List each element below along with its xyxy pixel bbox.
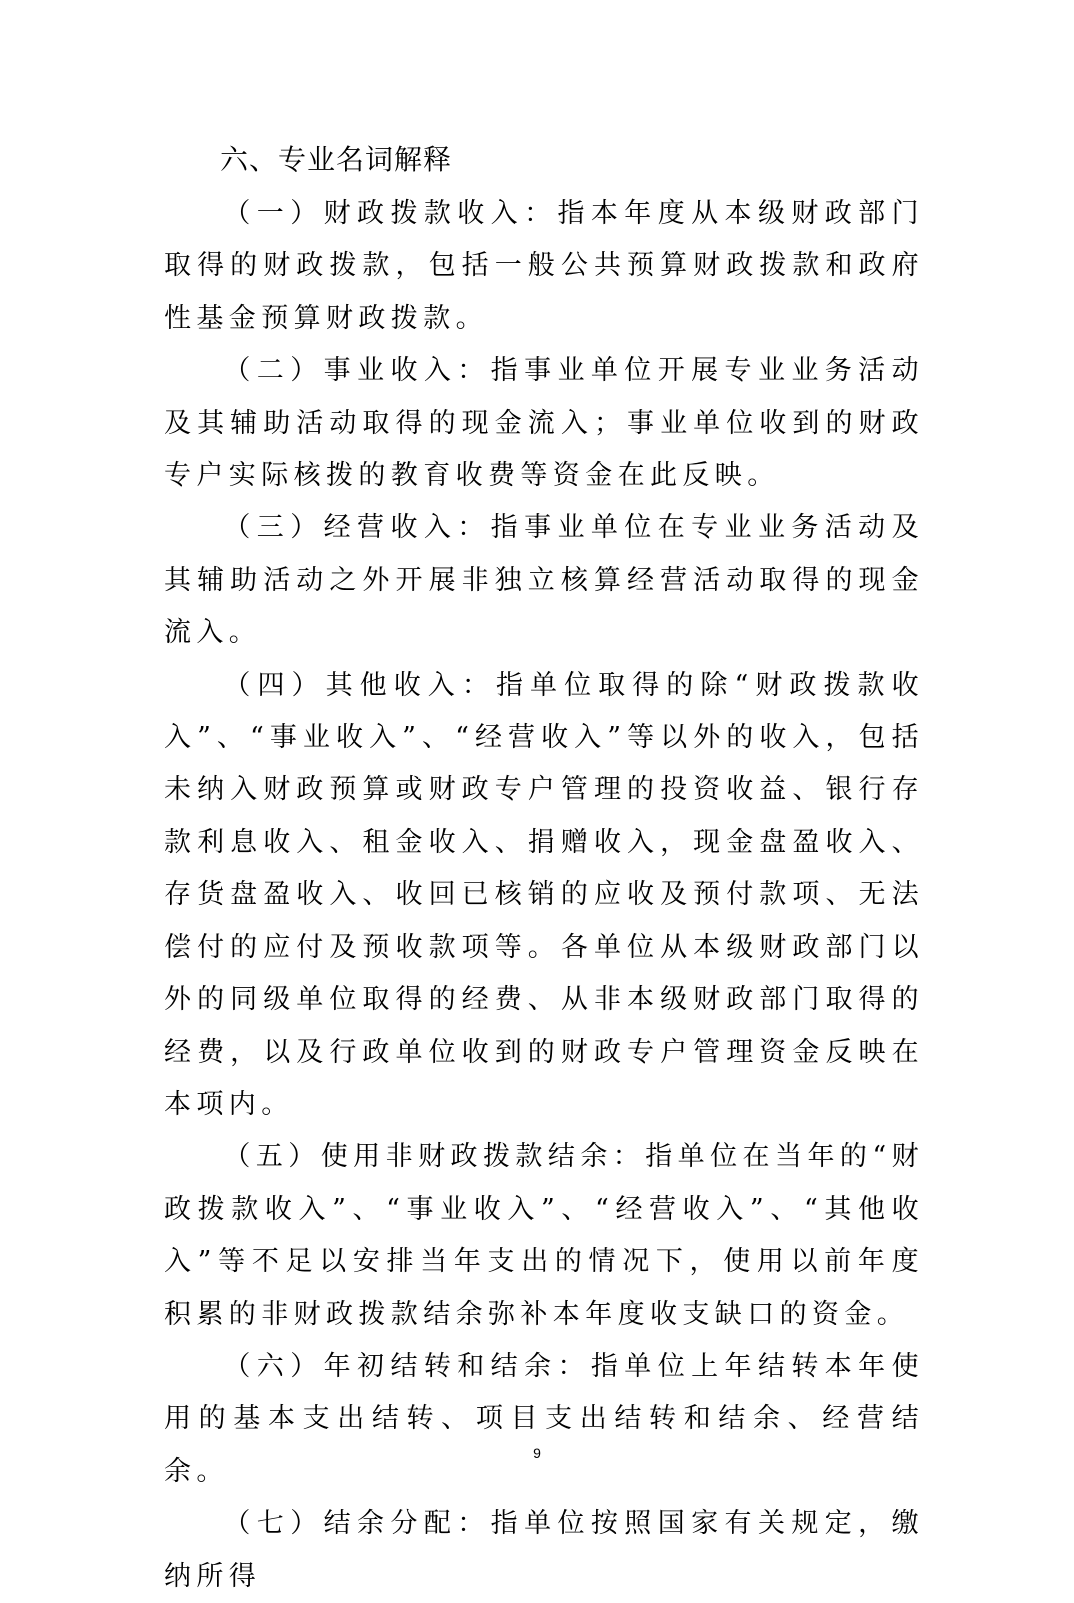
paragraph-operating-income: （三）经营收入：指事业单位在专业业务活动及其辅助活动之外开展非独立核算经营活动取得的现金流入。 <box>164 512 924 649</box>
paragraph-non-fiscal-surplus-use: （五）使用非财政拨款结余：指单位在当年的“财政拨款收入”、“事业收入”、“经营收入”、“其他收入”等不足以安排当年支出的情况下，使用以前年度积累的非财政拨款结余弥补本年度收支缺口的资金。 <box>164 1141 924 1330</box>
section-heading: 六、专业名词解释 <box>220 143 453 176</box>
paragraph-other-income: （四）其他收入：指单位取得的除“财政拨款收入”、“事业收入”、“经营收入”等以外的收入，包括未纳入财政预算或财政专户管理的投资收益、银行存款利息收入、租金收入、捐赠收入，现金盘盈收入、存货盘盈收入、收回已核销的应收及预付款项、无法偿付的应付及预收款项等。各单位从本级财政部门以外的同级单位取得的经费、从非本级财政部门取得的经费，以及行政单位收到的财政专户管理资金反映在本项内。 <box>164 669 924 1120</box>
document-body <box>164 188 924 1603</box>
paragraph-fiscal-appropriation-income: （一）财政拨款收入：指本年度从本级财政部门取得的财政拨款，包括一般公共预算财政拨款和政府性基金预算财政拨款。 <box>164 198 924 334</box>
paragraph-opening-carryover: （六）年初结转和结余：指单位上年结转本年使用的基本支出结转、项目支出结转和结余、经营结余。 <box>164 1350 924 1487</box>
paragraph-business-income: （二）事业收入：指事业单位开展专业业务活动及其辅助活动取得的现金流入；事业单位收到的财政专户实际核拨的教育收费等资金在此反映。 <box>164 355 924 492</box>
page-number: 9 <box>533 1445 541 1461</box>
paragraph-surplus-distribution: （七）结余分配：指单位按照国家有关规定，缴纳所得 <box>164 1508 924 1592</box>
